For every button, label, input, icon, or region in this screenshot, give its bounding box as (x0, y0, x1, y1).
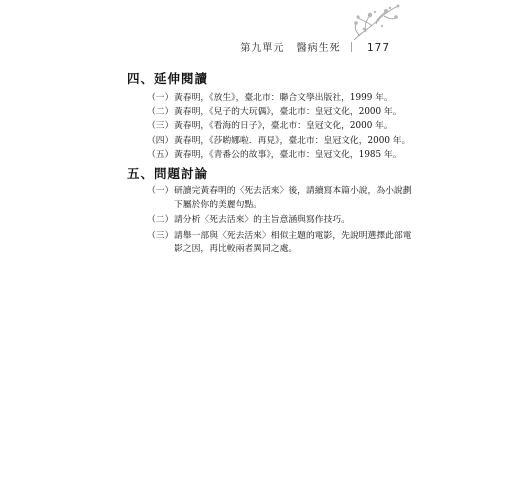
item-text: 研讀完黃春明的〈死去活來〉後，請續寫本篇小說，為小說劃下屬於你的美麗句點。 (174, 186, 412, 210)
item-number: （二） (147, 107, 174, 118)
section-title-discussion: 五、問題討論 (127, 166, 209, 181)
item-text: 黃春明，《青番公的故事》，臺北市：皇冠文化，1985 年。 (174, 149, 402, 160)
item-text: 黃春明，《放生》，臺北市：聯合文學出版社，1999 年。 (174, 93, 393, 103)
discussion-item (147, 214, 417, 228)
reading-item (147, 148, 417, 162)
item-text: 黃春明，《看海的日子》，臺北市：皇冠文化，2000 年。 (174, 121, 393, 132)
section-title-further-reading: 四、延伸閱讀 (127, 71, 209, 86)
reading-item (147, 119, 417, 133)
reading-item (147, 134, 417, 148)
reading-list (147, 91, 417, 162)
item-text: 請分析〈死去活來〉的主旨意涵與寫作技巧。 (174, 215, 350, 225)
item-number: （四） (147, 135, 174, 146)
floral-ornament (348, 2, 400, 42)
reading-item (147, 105, 417, 119)
page-number: 177 (366, 42, 390, 54)
reading-item (147, 91, 417, 105)
unit-title: 醫病生死 (296, 43, 341, 54)
item-number: （二） (147, 215, 174, 225)
item-text: 黃春明，《莎喲娜啦．再見》，臺北市：皇冠文化，2000 年。 (174, 135, 411, 146)
item-text: 黃春明，《兒子的大玩偶》，臺北市：皇冠文化，2000 年。 (174, 107, 402, 118)
item-number: （一） (147, 186, 174, 196)
running-header (240, 39, 390, 54)
unit-label: 第九單元 (240, 43, 285, 54)
discussion-list (147, 185, 417, 259)
header-divider: ｜ (346, 43, 358, 54)
discussion-item (147, 230, 417, 257)
item-number: （一） (147, 93, 174, 103)
discussion-item (147, 185, 417, 212)
item-number: （三） (147, 121, 174, 132)
item-text: 請舉一部與〈死去活來〉相似主題的電影，先說明選擇此部電影之因，再比較兩者異同之處。 (174, 230, 412, 254)
item-number: （三） (147, 230, 174, 241)
item-number: （五） (147, 149, 174, 160)
